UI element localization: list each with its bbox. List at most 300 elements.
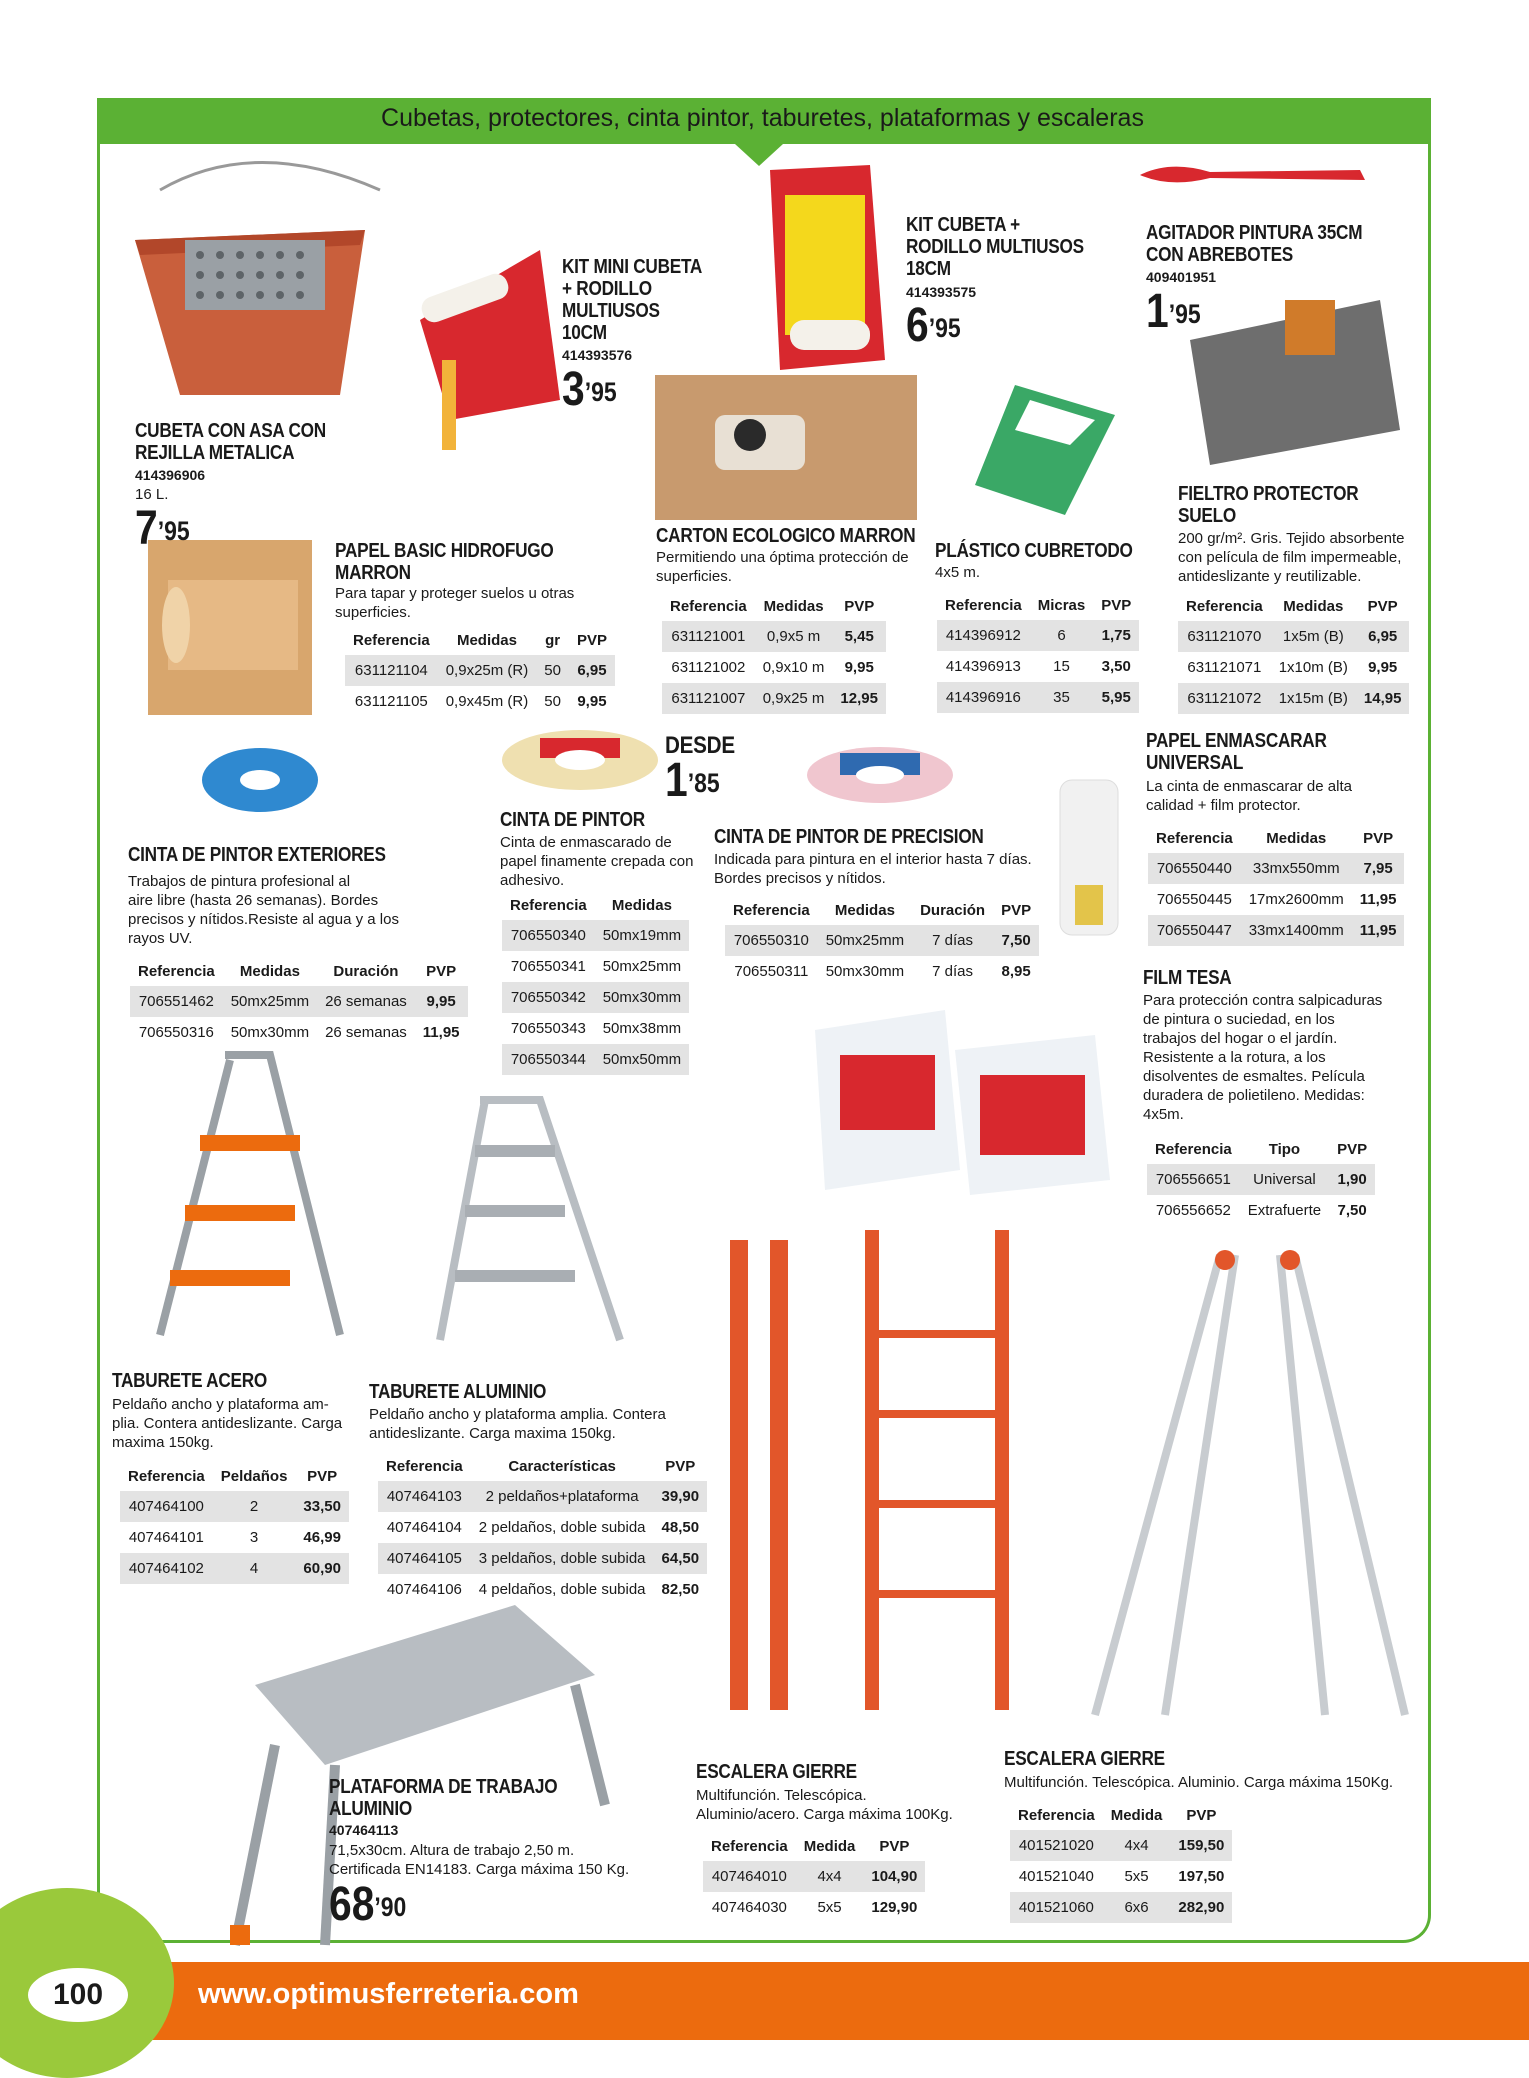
table-cell: 706550310	[725, 925, 818, 956]
table-cell: 50mx50mm	[595, 1044, 689, 1075]
plastico-desc: 4x5 m.	[935, 564, 981, 581]
text-line: Certificada EN14183. Carga máxima 150 Kg.	[329, 1861, 630, 1878]
plastico-name	[935, 540, 1133, 562]
kit-price	[906, 299, 961, 352]
table-cell: 3 peldaños, doble subida	[471, 1543, 654, 1574]
table-row	[725, 956, 1039, 987]
table-cell: 414396916	[937, 682, 1030, 713]
plataforma-price	[329, 1878, 407, 1931]
table-row	[378, 1481, 707, 1512]
table-cell: 407464100	[120, 1491, 213, 1522]
table-cell: 706550343	[510, 1020, 586, 1037]
table-cell: 631121007	[662, 683, 755, 714]
table-cell: 11,95	[1352, 915, 1405, 946]
table-cell: 706550340	[502, 920, 595, 951]
table-header-row	[1010, 1800, 1232, 1830]
table-row	[378, 1512, 707, 1543]
column-header: Duración	[333, 962, 399, 980]
column-header: PVP	[1367, 597, 1398, 615]
papel-enm-table	[1148, 823, 1404, 946]
kit-image	[760, 160, 890, 375]
text-line: UNIVERSAL	[1146, 752, 1244, 774]
table-cell: 11,95	[1359, 891, 1397, 908]
column-header: Tipo	[1268, 1140, 1301, 1158]
text-line: PAPEL ENMASCARAR	[1146, 730, 1327, 752]
table-cell: 407464010	[703, 1861, 796, 1892]
table-row	[662, 652, 886, 683]
papel-basic-name	[335, 540, 554, 584]
film-name	[1143, 967, 1231, 989]
page-number: 100	[28, 1968, 128, 2022]
plastico-table	[937, 590, 1139, 713]
table-row	[378, 1543, 707, 1574]
table-row	[1148, 915, 1404, 946]
text-line: calidad + film protector.	[1146, 797, 1301, 814]
text-line: 6	[906, 299, 929, 352]
table-cell: 706551462	[130, 986, 223, 1017]
table-row	[130, 1017, 468, 1048]
table-cell: 9,95	[844, 659, 874, 676]
cubeta-image	[125, 145, 385, 405]
table-cell: 4 peldaños, doble subida	[478, 1581, 646, 1598]
agitador-name	[1146, 222, 1362, 266]
text-line: antideslizante y reutilizable.	[1178, 568, 1362, 585]
table-cell: 6,95	[1356, 621, 1410, 652]
table-cell: 5x5	[1124, 1868, 1149, 1885]
table-cell: 631121071	[1187, 659, 1262, 676]
column-header: Características	[508, 1457, 616, 1475]
table-cell: 6x6	[1103, 1892, 1171, 1923]
table-header-row	[662, 591, 886, 621]
cinta-desde: DESDE	[665, 732, 735, 759]
section-banner	[97, 98, 1428, 144]
text-line: con película de film impermeable,	[1178, 549, 1402, 566]
table-cell: 706550440	[1148, 853, 1241, 884]
cinta-prec-desc	[714, 850, 1032, 888]
table-cell: 5,95	[1093, 682, 1139, 713]
text-line: ’95	[157, 516, 190, 546]
text-line: Para tapar y proteger suelos u otras	[335, 585, 575, 602]
text-line: ’95	[584, 377, 617, 407]
cinta-desc	[500, 833, 693, 890]
plataforma-desc	[329, 1841, 629, 1879]
papel-enm-desc	[1146, 777, 1352, 815]
table-row	[120, 1553, 349, 1584]
table-cell: 1x10m (B)	[1278, 659, 1348, 676]
text-line: Peldaño ancho y plataforma amplia. Contera	[369, 1406, 666, 1423]
column-header: PVP	[1186, 1806, 1217, 1824]
column-header: gr	[545, 631, 561, 649]
table-cell: 50mx25mm	[602, 958, 682, 975]
table-row	[1010, 1892, 1232, 1923]
table-cell: 0,9x25 m	[755, 683, 833, 714]
table-row	[1147, 1164, 1375, 1195]
text-line: 7	[135, 502, 158, 555]
text-line: AGITADOR PINTURA 35CM	[1146, 222, 1363, 244]
cinta-ext-table	[130, 956, 468, 1048]
table-cell: 17mx2600mm	[1248, 891, 1344, 908]
table-cell: Universal	[1240, 1164, 1329, 1195]
cubeta-ref: 414396906	[135, 467, 206, 483]
table-cell: 7,95	[1352, 853, 1405, 884]
table-cell: 33mx550mm	[1241, 853, 1352, 884]
kit-name	[906, 214, 1084, 280]
tab-alu-table	[378, 1451, 707, 1605]
table-cell: 46,99	[303, 1529, 341, 1546]
text-line: CUBETA CON ASA CON	[135, 420, 326, 442]
table-cell: 407464105	[378, 1543, 471, 1574]
table-cell: 407464106	[386, 1581, 462, 1598]
papel-enm-name	[1146, 730, 1327, 774]
cinta-ext-name	[128, 844, 386, 866]
kit-ref: 414393575	[906, 284, 977, 300]
table-row	[1148, 884, 1404, 915]
column-header: PVP	[426, 962, 457, 980]
table-header-row	[502, 890, 689, 920]
table-row	[725, 925, 1039, 956]
table-cell: 0,9x5 m	[755, 621, 833, 652]
table-row	[378, 1574, 707, 1605]
table-row	[662, 621, 886, 652]
table-header-row	[703, 1831, 925, 1861]
table-cell: 33mx1400mm	[1241, 915, 1352, 946]
cinta-table	[502, 890, 689, 1075]
table-cell: 4	[213, 1553, 296, 1584]
table-row	[1178, 652, 1409, 683]
carton-image	[655, 375, 917, 520]
escalera2-image	[1075, 1245, 1415, 1725]
table-cell: 401521040	[1018, 1868, 1094, 1885]
table-cell: 7,50	[1337, 1202, 1367, 1219]
text-line: maxima 150kg.	[112, 1434, 214, 1451]
table-header-row	[120, 1461, 349, 1491]
table-cell: 50mx25mm	[818, 925, 912, 956]
table-row	[502, 1013, 689, 1044]
table-cell: 9,95	[415, 986, 468, 1017]
cubeta-price	[135, 502, 190, 555]
table-header-row	[378, 1451, 707, 1481]
table-cell: 50mx25mm	[223, 986, 317, 1017]
table-cell: 414396912	[937, 620, 1030, 651]
table-header-row	[1178, 591, 1409, 621]
carton-table	[662, 591, 886, 714]
table-header-row	[130, 956, 468, 986]
table-cell: 407464030	[711, 1899, 787, 1916]
table-cell: 26 semanas	[317, 986, 415, 1017]
table-cell: 631121104	[345, 655, 438, 686]
text-line: Cinta de enmascarado de	[500, 834, 672, 851]
text-line: Bordes precisos y nítidos.	[714, 870, 886, 887]
column-header: Referencia	[1156, 829, 1233, 847]
text-line: 18CM	[906, 258, 951, 280]
column-header: Duración	[920, 901, 986, 919]
table-cell: 706550344	[502, 1044, 595, 1075]
table-cell: 407464104	[386, 1519, 462, 1536]
table-cell: 631121001	[662, 621, 755, 652]
table-row	[937, 651, 1139, 682]
plataforma-ref: 407464113	[329, 1822, 399, 1838]
table-cell: 26 semanas	[325, 1024, 407, 1041]
text-line: SUELO	[1178, 505, 1236, 527]
table-row	[1147, 1195, 1375, 1226]
table-cell: 0,9x45m (R)	[445, 693, 529, 710]
table-cell: 631121002	[671, 659, 746, 676]
text-line: trabajos del hogar o el jardín.	[1143, 1030, 1338, 1047]
table-row	[120, 1522, 349, 1553]
table-cell: 0,9x25m (R)	[438, 655, 537, 686]
table-header-row	[725, 895, 1039, 925]
table-cell: 50mx19mm	[595, 920, 689, 951]
agitador-image	[1140, 160, 1370, 190]
column-header: Medidas	[763, 597, 824, 615]
column-header: Referencia	[1155, 1140, 1232, 1158]
text-line: CON ABREBOTES	[1146, 244, 1294, 266]
agitador-price	[1146, 285, 1201, 338]
table-cell: 1,90	[1329, 1164, 1375, 1195]
table-cell: 9,95	[577, 693, 607, 710]
table-cell: 50mx38mm	[602, 1020, 682, 1037]
text-line: 68	[329, 1878, 375, 1931]
website-link[interactable]: www.optimusferreteria.com	[198, 1978, 579, 2010]
table-cell: 60,90	[295, 1553, 349, 1584]
table-row	[502, 920, 689, 951]
fieltro-name	[1178, 483, 1358, 527]
plastico-image	[975, 385, 1115, 515]
text-line: antideslizante. Carga maxima 150kg.	[369, 1425, 616, 1442]
text-line: CINTA DE PINTOR DE PRECISION	[714, 826, 984, 848]
table-row	[937, 620, 1139, 651]
text-line: + RODILLO	[562, 278, 652, 300]
table-row	[1178, 621, 1409, 652]
column-header: Medidas	[611, 896, 672, 914]
text-line: PAPEL BASIC HIDROFUGO	[335, 540, 554, 562]
text-line: FIELTRO PROTECTOR	[1178, 483, 1359, 505]
table-cell: 282,90	[1170, 1892, 1232, 1923]
cinta-ext-desc	[128, 872, 399, 948]
mini-kit-name	[562, 256, 702, 344]
papel-enm-image	[1055, 775, 1125, 940]
table-cell: 706556652	[1155, 1202, 1231, 1219]
text-line: Resistente a la rotura, a los	[1143, 1049, 1326, 1066]
text-line: adhesivo.	[500, 872, 565, 889]
table-cell: 11,95	[422, 1024, 460, 1041]
table-cell: 1,75	[1093, 620, 1139, 651]
mini-kit-price	[562, 363, 617, 416]
table-cell: 706550447	[1148, 915, 1241, 946]
table-cell: 1x15m (B)	[1271, 683, 1356, 714]
table-cell: 129,90	[871, 1899, 918, 1916]
text-line: superficies.	[656, 568, 732, 585]
table-cell: 2	[213, 1491, 296, 1522]
mini-kit-image	[390, 220, 570, 460]
carton-name	[656, 525, 915, 547]
text-line: CINTA DE PINTOR EXTERIORES	[128, 844, 386, 866]
table-cell: 4x4	[796, 1861, 864, 1892]
table-row	[662, 683, 886, 714]
escalera1-name	[696, 1761, 857, 1783]
text-line: ESCALERA GIERRE	[1004, 1748, 1165, 1770]
film-desc	[1143, 991, 1382, 1124]
agitador-ref: 409401951	[1146, 269, 1217, 285]
text-line: ’85	[687, 768, 720, 798]
column-header: Medidas	[456, 631, 517, 649]
text-line: rayos UV.	[128, 930, 193, 947]
table-cell: 64,50	[654, 1543, 708, 1574]
escalera2-name	[1004, 1748, 1165, 1770]
column-header: PVP	[1001, 901, 1032, 919]
table-cell: 1x5m (B)	[1271, 621, 1356, 652]
text-line: KIT CUBETA +	[906, 214, 1020, 236]
table-cell: 4x4	[1103, 1830, 1171, 1861]
column-header: Referencia	[353, 631, 430, 649]
table-cell: Extrafuerte	[1247, 1202, 1322, 1219]
film-image	[795, 1010, 1115, 1200]
column-header: Referencia	[670, 597, 747, 615]
text-line: REJILLA METALICA	[135, 442, 295, 464]
table-cell: 2 peldaños+plataforma	[471, 1481, 654, 1512]
table-cell: 401521020	[1010, 1830, 1103, 1861]
text-line: duradera de polietileno. Medidas:	[1143, 1087, 1365, 1104]
fieltro-image	[1180, 280, 1410, 470]
cinta-prec-name	[714, 826, 984, 848]
table-cell: 6,95	[569, 655, 615, 686]
table-cell: 5,45	[832, 621, 886, 652]
cinta-prec-table	[725, 895, 1039, 987]
table-cell: 407464102	[120, 1553, 213, 1584]
table-cell: 407464101	[128, 1529, 204, 1546]
cinta-name	[500, 809, 645, 831]
column-header: Peldaños	[220, 1467, 288, 1485]
column-header: PVP	[307, 1467, 338, 1485]
table-cell: 159,50	[1170, 1830, 1232, 1861]
column-header: Referencia	[1186, 597, 1263, 615]
table-cell: 12,95	[832, 683, 886, 714]
column-header: Referencia	[733, 901, 810, 919]
table-row	[703, 1861, 925, 1892]
text-line: precisos y nítidos.Resiste al agua y a los	[128, 911, 399, 928]
table-cell: 3,50	[1101, 658, 1131, 675]
fieltro-table	[1178, 591, 1409, 714]
cubeta-desc: 16 L.	[135, 486, 169, 503]
table-row	[502, 1044, 689, 1075]
escalera2-desc: Multifunción. Telescópica. Aluminio. Carga máxima 150Kg.	[1004, 1774, 1394, 1791]
column-header: Referencia	[1018, 1806, 1095, 1824]
text-line: ’95	[928, 313, 961, 343]
table-row	[502, 951, 689, 982]
column-header: PVP	[665, 1457, 696, 1475]
text-line: superficies.	[335, 604, 411, 621]
tab-acero-desc	[112, 1395, 342, 1452]
text-line: PLATAFORMA DE TRABAJO	[329, 1776, 558, 1798]
table-row	[345, 686, 615, 717]
table-row	[1178, 683, 1409, 714]
escalera1-image	[710, 1220, 1060, 1720]
table-cell: 50mx30mm	[595, 982, 689, 1013]
table-cell: 14,95	[1356, 683, 1410, 714]
column-header: Medida	[1110, 1806, 1163, 1824]
column-header: PVP	[879, 1837, 910, 1855]
table-cell: 8,95	[1001, 963, 1031, 980]
table-cell: 50mx30mm	[825, 963, 905, 980]
table-cell: 0,9x10 m	[762, 659, 825, 676]
text-line: 1	[665, 754, 688, 807]
text-line: TABURETE ALUMINIO	[369, 1381, 547, 1403]
text-line: ESCALERA GIERRE	[696, 1761, 857, 1783]
table-row	[120, 1491, 349, 1522]
column-header: Referencia	[386, 1457, 463, 1475]
table-cell: 3	[249, 1529, 259, 1546]
text-line: Permitiendo una óptima protección de	[656, 549, 909, 566]
papel-basic-table	[345, 625, 615, 717]
table-cell: 9,95	[1368, 659, 1398, 676]
table-row	[703, 1892, 925, 1923]
table-cell: 706550311	[734, 963, 809, 980]
cinta-ext-image	[200, 745, 320, 815]
table-cell: 706556651	[1147, 1164, 1240, 1195]
escalera1-desc	[696, 1786, 953, 1824]
cinta-image	[500, 728, 660, 793]
papel-basic-image	[148, 540, 312, 715]
table-header-row	[1147, 1134, 1375, 1164]
mini-kit-ref: 414393576	[562, 347, 633, 363]
table-header-row	[345, 625, 615, 655]
film-table	[1147, 1134, 1375, 1226]
text-line: de pintura o suciedad, en los	[1143, 1011, 1335, 1028]
text-line: CARTON ECOLOGICO MARRON	[656, 525, 916, 547]
tab-alu-name	[369, 1381, 546, 1403]
table-cell: 33,50	[295, 1491, 349, 1522]
column-header: Medidas	[1283, 597, 1344, 615]
column-header: Referencia	[138, 962, 215, 980]
cinta-price	[665, 754, 720, 807]
table-cell: 15	[1053, 658, 1070, 675]
carton-desc	[656, 548, 909, 586]
papel-basic-desc	[335, 584, 574, 622]
text-line: Indicada para pintura en el interior hasta 7 días.	[714, 851, 1032, 868]
table-cell: 6	[1030, 620, 1094, 651]
taburete-acero-image	[130, 1045, 350, 1340]
table-cell: 104,90	[863, 1861, 925, 1892]
text-line: KIT MINI CUBETA	[562, 256, 703, 278]
text-line: Para protección contra salpicaduras	[1143, 992, 1383, 1009]
escalera2-table	[1010, 1800, 1232, 1923]
table-cell: 50	[536, 655, 569, 686]
table-cell: 7 días	[912, 925, 993, 956]
text-line: Trabajos de pintura profesional al	[128, 873, 351, 890]
text-line: Peldaño ancho y plataforma am-	[112, 1396, 329, 1413]
table-header-row	[937, 590, 1139, 620]
table-cell: 39,90	[654, 1481, 708, 1512]
table-cell: 197,50	[1178, 1868, 1225, 1885]
text-line: ’95	[1168, 299, 1201, 329]
table-cell: 82,50	[661, 1581, 700, 1598]
column-header: Medidas	[834, 901, 895, 919]
column-header: Referencia	[945, 596, 1022, 614]
fieltro-desc	[1178, 529, 1405, 586]
tab-acero-table	[120, 1461, 349, 1584]
text-line: MULTIUSOS	[562, 300, 660, 322]
table-cell: 414396913	[945, 658, 1021, 675]
text-line: plia. Contera antideslizante. Carga	[112, 1415, 343, 1432]
text-line: 200 gr/m². Gris. Tejido absorbente	[1178, 530, 1405, 547]
text-line: Multifunción. Telescópica.	[696, 1787, 867, 1804]
table-cell: 2 peldaños, doble subida	[478, 1519, 646, 1536]
table-row	[937, 682, 1139, 713]
table-cell: 50	[544, 693, 561, 710]
column-header: Referencia	[510, 896, 587, 914]
text-line: PLÁSTICO CUBRETODO	[935, 540, 1133, 562]
table-cell: 706550445	[1156, 891, 1232, 908]
